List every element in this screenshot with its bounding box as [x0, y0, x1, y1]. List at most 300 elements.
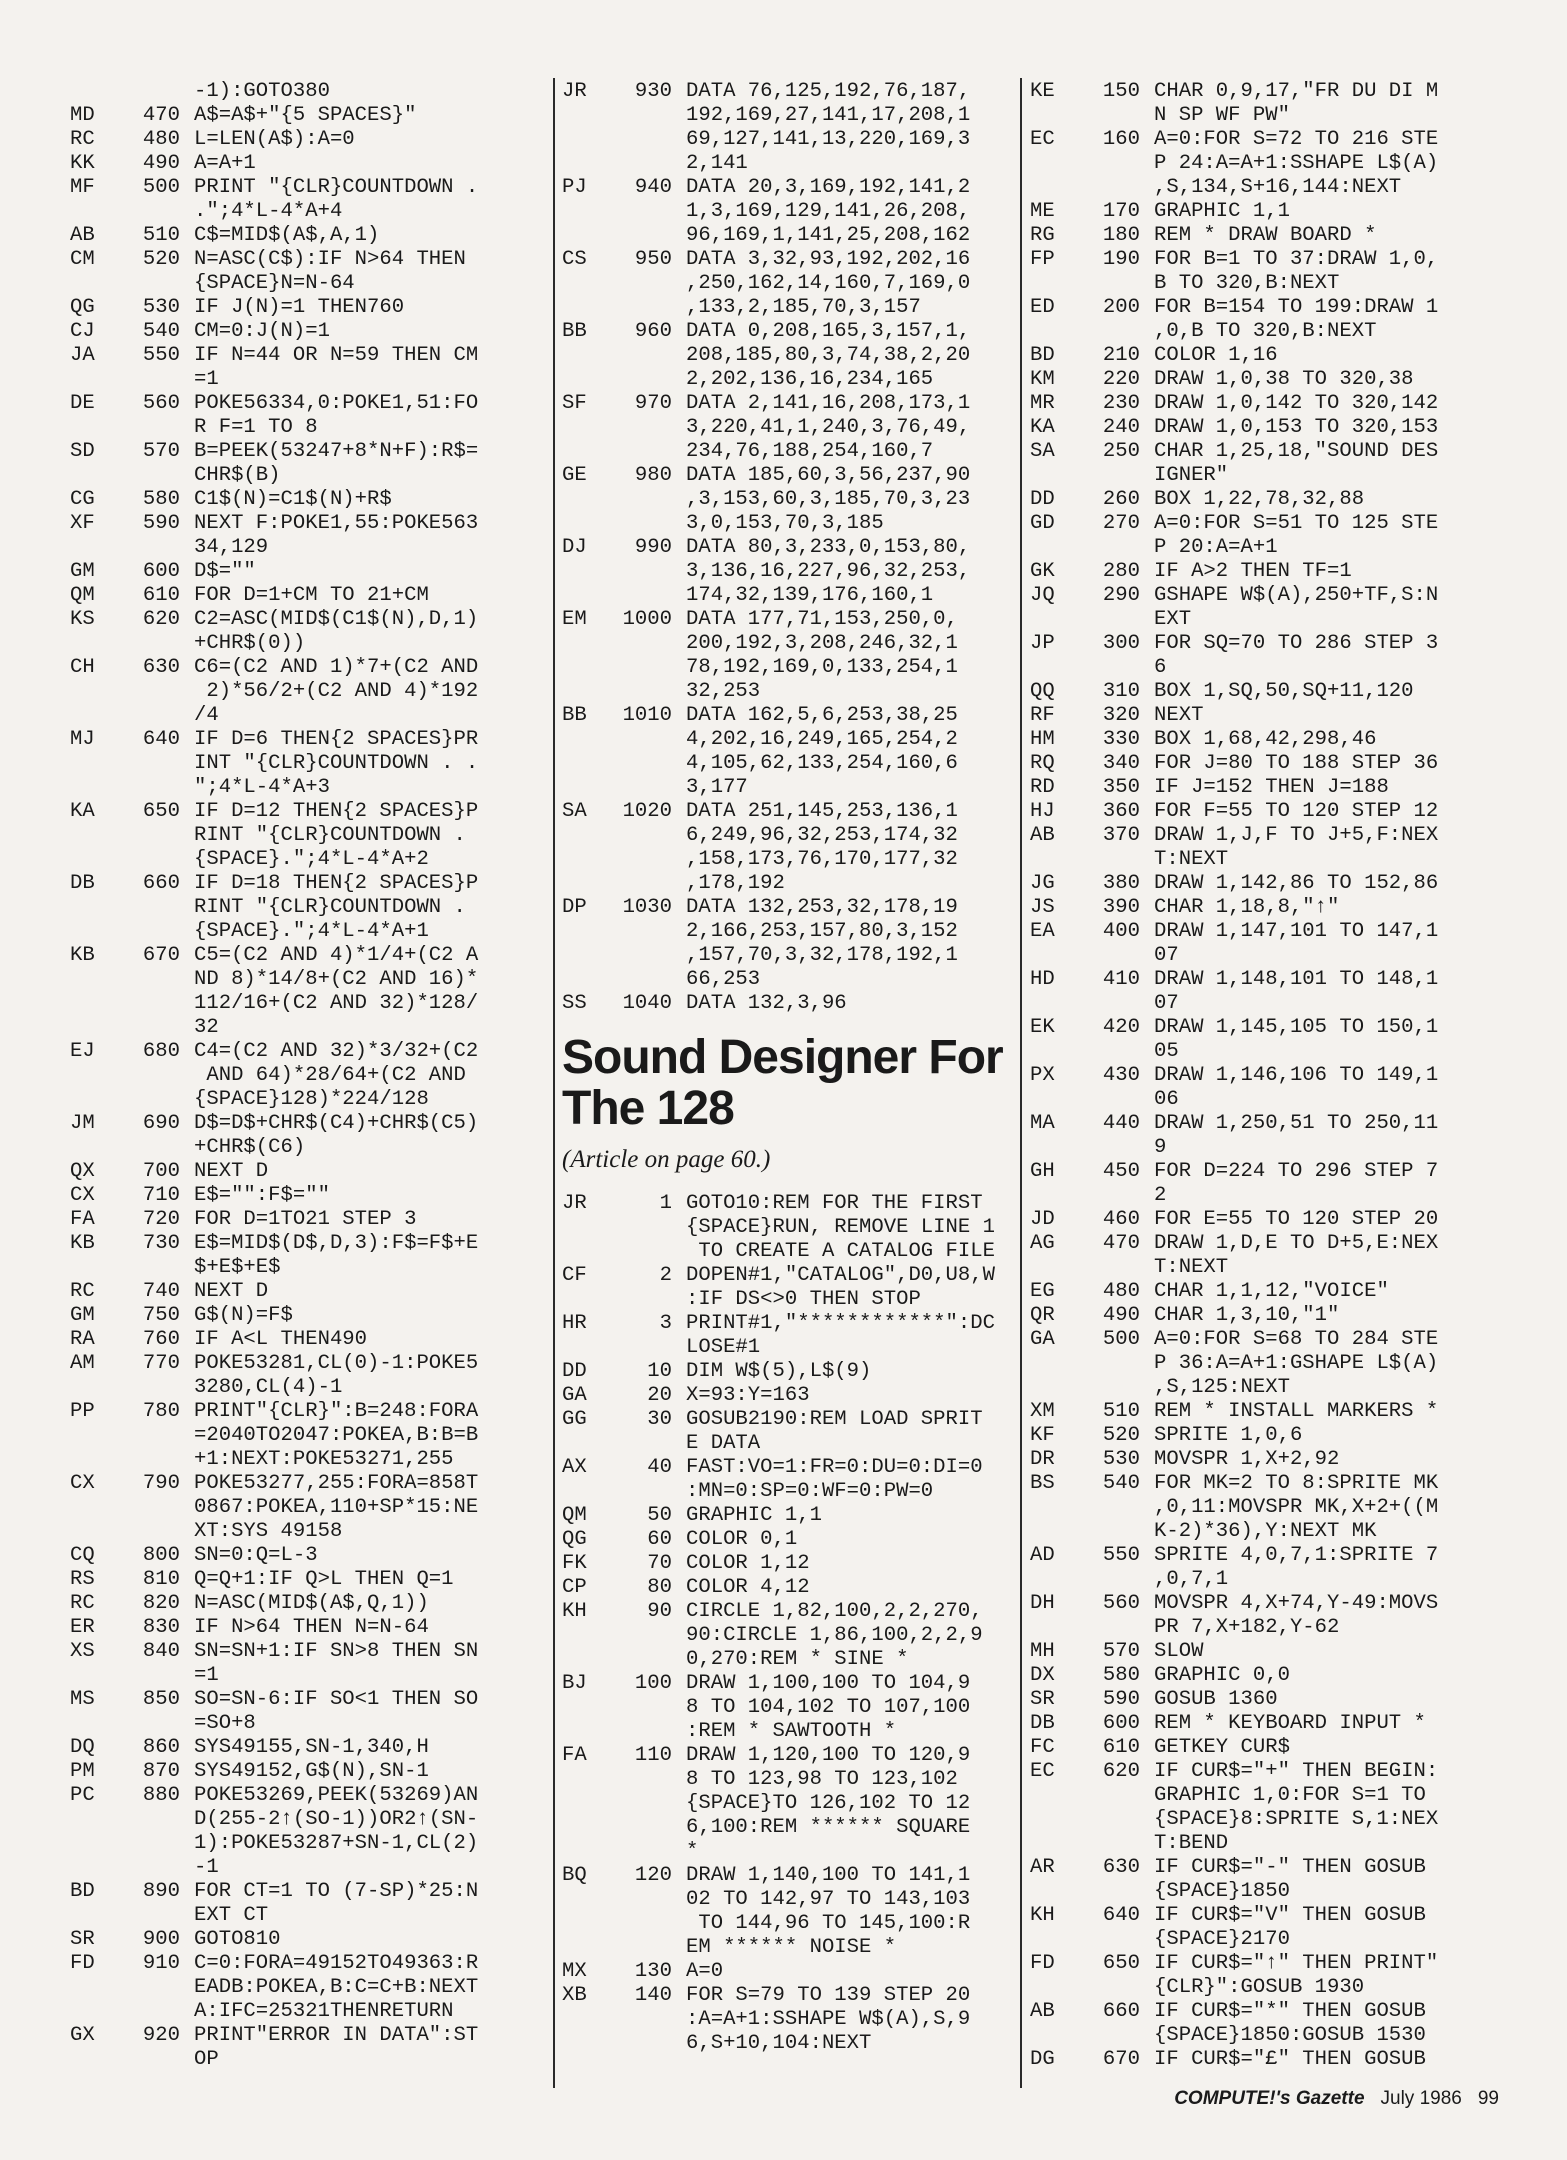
code-text: PRINT"{CLR}":B=248:FORA: [194, 1400, 479, 1423]
line-number: 610: [1102, 1736, 1140, 1759]
code-line: [1030, 1616, 1500, 1640]
line-number: 550: [1102, 1544, 1140, 1567]
line-number: [1074, 1040, 1154, 1064]
code-line: [562, 1696, 1012, 1720]
line-number: [1074, 1256, 1154, 1280]
code-text: IF J=152 THEN J=188: [1154, 776, 1389, 799]
line-number: [606, 632, 686, 656]
checksum: EG: [1030, 1280, 1055, 1303]
code-line: [70, 80, 545, 104]
line-number: 510: [142, 224, 180, 247]
checksum: [1030, 1256, 1074, 1280]
line-number: [1074, 656, 1154, 680]
line-number: 570: [1102, 1640, 1140, 1663]
line-number: 150: [1102, 80, 1140, 103]
code-text: 78,192,169,0,133,254,1: [686, 656, 958, 679]
checksum: [562, 632, 606, 656]
line-number: 410: [1102, 968, 1140, 991]
line-number: [114, 200, 194, 224]
checksum: [1030, 1616, 1074, 1640]
checksum: [1030, 1136, 1074, 1160]
checksum: BD: [1030, 344, 1055, 367]
code-line: [70, 1256, 545, 1280]
code-line: [70, 1376, 545, 1400]
code-line: [70, 512, 545, 536]
code-line: [70, 488, 545, 512]
checksum: [562, 1288, 606, 1312]
code-text: DATA 3,32,93,192,202,16: [686, 248, 971, 271]
code-line: [562, 992, 1012, 1016]
code-line: [70, 1424, 545, 1448]
line-number: [606, 1696, 686, 1720]
line-number: [114, 776, 194, 800]
line-number: [114, 1088, 194, 1112]
checksum: JG: [1030, 872, 1055, 895]
line-number: 920: [142, 2024, 180, 2047]
line-number: 620: [1102, 1760, 1140, 1783]
code-line: [562, 1600, 1012, 1624]
code-line: [70, 752, 545, 776]
code-line: [70, 776, 545, 800]
line-number: 1020: [622, 800, 672, 823]
line-number: [606, 1288, 686, 1312]
code-text: A:IFC=25321THENRETURN: [194, 2000, 454, 2023]
checksum: [1030, 176, 1074, 200]
checksum: HD: [1030, 968, 1055, 991]
code-text: :IF DS<>0 THEN STOP: [686, 1288, 921, 1311]
code-line: [70, 1208, 545, 1232]
code-text: ,S,125:NEXT: [1154, 1376, 1290, 1399]
line-number: [606, 752, 686, 776]
code-line: [1030, 1520, 1500, 1544]
line-number: [606, 1216, 686, 1240]
line-number: 350: [1102, 776, 1140, 799]
code-text: GETKEY CUR$: [1154, 1736, 1290, 1759]
code-text: 3,177: [686, 776, 748, 799]
code-line: [1030, 320, 1500, 344]
code-line: [562, 488, 1012, 512]
code-line: [562, 1312, 1012, 1336]
checksum: CF: [562, 1264, 587, 1287]
code-text: COLOR 1,16: [1154, 344, 1278, 367]
code-text: ,S,134,S+16,144:NEXT: [1154, 176, 1402, 199]
checksum: SA: [1030, 440, 1055, 463]
code-text: 32: [194, 1016, 219, 1039]
line-number: [114, 992, 194, 1016]
checksum: MS: [70, 1688, 95, 1711]
checksum: FA: [562, 1744, 587, 1767]
code-text: DRAW 1,145,105 TO 150,1: [1154, 1016, 1439, 1039]
checksum: [562, 512, 606, 536]
code-text: C4=(C2 AND 32)*3/32+(C2: [194, 1040, 479, 1063]
code-line: [1030, 368, 1500, 392]
checksum: KH: [562, 1600, 587, 1623]
code-text: 6,249,96,32,253,174,32: [686, 824, 958, 847]
code-line: [562, 968, 1012, 992]
line-number: 280: [1102, 560, 1140, 583]
line-number: 780: [142, 1400, 180, 1423]
article-reference: (Article on page 60.): [562, 1146, 771, 1173]
checksum: [1030, 2024, 1074, 2048]
code-text: DATA 132,253,32,178,19: [686, 896, 958, 919]
code-text: 234,76,188,254,160,7: [686, 440, 934, 463]
code-text: FOR E=55 TO 120 STEP 20: [1154, 1208, 1439, 1231]
checksum: GX: [70, 2024, 95, 2047]
line-number: [1074, 1832, 1154, 1856]
code-line: [562, 368, 1012, 392]
listing-column-2: [562, 80, 1012, 2056]
checksum: KA: [1030, 416, 1055, 439]
code-text: {SPACE}TO 126,102 TO 12: [686, 1792, 971, 1815]
checksum: GK: [1030, 560, 1055, 583]
code-text: B=PEEK(53247+8*N+F):R$=: [194, 440, 479, 463]
checksum: AB: [1030, 2000, 1055, 2023]
code-line: [1030, 1280, 1500, 1304]
code-line: [1030, 152, 1500, 176]
checksum: XF: [70, 512, 95, 535]
code-line: [1030, 1496, 1500, 1520]
code-line: [562, 1936, 1012, 1960]
line-number: 1040: [622, 992, 672, 1015]
checksum: CG: [70, 488, 95, 511]
code-text: {SPACE}N=N-64: [194, 272, 355, 295]
code-line: [1030, 1376, 1500, 1400]
code-text: IF CUR$="+" THEN BEGIN:: [1154, 1760, 1439, 1783]
code-text: CHAR 1,18,8,"↑": [1154, 896, 1340, 919]
checksum: [1030, 1880, 1074, 1904]
code-text: C2=ASC(MID$(C1$(N),D,1): [194, 608, 479, 631]
line-number: [606, 416, 686, 440]
code-text: IF CUR$="£" THEN GOSUB: [1154, 2048, 1426, 2071]
code-text: +1:NEXT:POKE53271,255: [194, 1448, 454, 1471]
line-number: [1074, 1568, 1154, 1592]
line-number: [606, 104, 686, 128]
code-text: E DATA: [686, 1432, 761, 1455]
checksum: RC: [70, 1592, 95, 1615]
line-number: 70: [647, 1552, 672, 1575]
code-text: Q=Q+1:IF Q>L THEN Q=1: [194, 1568, 454, 1591]
line-number: 380: [1102, 872, 1140, 895]
code-line: [70, 560, 545, 584]
code-line: [70, 800, 545, 824]
code-line: [562, 1576, 1012, 1600]
line-number: 1: [659, 1192, 672, 1215]
code-line: [562, 1744, 1012, 1768]
code-line: [562, 920, 1012, 944]
checksum: [1030, 1832, 1074, 1856]
code-text: 69,127,141,13,220,169,3: [686, 128, 971, 151]
line-number: [1074, 2024, 1154, 2048]
checksum: RD: [1030, 776, 1055, 799]
code-text: {SPACE}RUN, REMOVE LINE 1: [686, 1216, 995, 1239]
code-line: [1030, 1736, 1500, 1760]
line-number: 720: [142, 1208, 180, 1231]
code-text: FOR CT=1 TO (7-SP)*25:N: [194, 1880, 479, 1903]
code-line: [70, 176, 545, 200]
checksum: [1030, 944, 1074, 968]
code-line: [1030, 1688, 1500, 1712]
code-line: [70, 992, 545, 1016]
checksum: CP: [562, 1576, 587, 1599]
line-number: 10: [647, 1360, 672, 1383]
code-text: DRAW 1,120,100 TO 120,9: [686, 1744, 971, 1767]
code-line: [562, 1552, 1012, 1576]
checksum: [562, 2008, 606, 2032]
code-line: [70, 416, 545, 440]
checksum: [70, 1904, 114, 1928]
line-number: [114, 368, 194, 392]
line-number: 710: [142, 1184, 180, 1207]
line-number: [1074, 152, 1154, 176]
code-text: P 36:A=A+1:GSHAPE L$(A): [1154, 1352, 1439, 1375]
code-text: GOTO10:REM FOR THE FIRST: [686, 1192, 983, 1215]
code-text: POKE56334,0:POKE1,51:FO: [194, 392, 479, 415]
code-line: [1030, 224, 1500, 248]
checksum: [562, 416, 606, 440]
code-text: FOR B=154 TO 199:DRAW 1: [1154, 296, 1439, 319]
line-number: 740: [142, 1280, 180, 1303]
line-number: 480: [1102, 1280, 1140, 1303]
code-line: [70, 704, 545, 728]
line-number: 880: [142, 1784, 180, 1807]
code-text: {SPACE}1850:GOSUB 1530: [1154, 2024, 1426, 2047]
line-number: 50: [647, 1504, 672, 1527]
code-text: ,0,B TO 320,B:NEXT: [1154, 320, 1377, 343]
checksum: [562, 344, 606, 368]
code-line: [1030, 80, 1500, 104]
checksum: [562, 1624, 606, 1648]
checksum: QM: [562, 1504, 587, 1527]
code-text: ,158,173,76,170,177,32: [686, 848, 958, 871]
code-text: CHAR 0,9,17,"FR DU DI M: [1154, 80, 1439, 103]
line-number: [606, 680, 686, 704]
checksum: [562, 224, 606, 248]
code-line: [562, 1648, 1012, 1672]
code-line: [70, 1136, 545, 1160]
checksum: XM: [1030, 1400, 1055, 1423]
code-text: XT:SYS 49158: [194, 1520, 343, 1543]
checksum: JR: [562, 80, 587, 103]
code-line: [562, 1240, 1012, 1264]
code-text: 07: [1154, 992, 1179, 1015]
checksum: JR: [562, 1192, 587, 1215]
line-number: 860: [142, 1736, 180, 1759]
checksum: [70, 1496, 114, 1520]
code-line: [562, 464, 1012, 488]
code-text: REM * INSTALL MARKERS *: [1154, 1400, 1439, 1423]
code-text: 192,169,27,141,17,208,1: [686, 104, 971, 127]
line-number: [114, 1256, 194, 1280]
code-text: SO=SN-6:IF SO<1 THEN SO: [194, 1688, 479, 1711]
code-line: [70, 2048, 545, 2072]
code-text: DRAW 1,146,106 TO 149,1: [1154, 1064, 1439, 1087]
line-number: [1074, 1520, 1154, 1544]
code-text: +CHR$(C6): [194, 1136, 306, 1159]
code-text: FOR S=79 TO 139 STEP 20: [686, 1984, 971, 2007]
code-text: DRAW 1,100,100 TO 104,9: [686, 1672, 971, 1695]
code-text: CHR$(B): [194, 464, 281, 487]
code-text: NEXT: [1154, 704, 1204, 727]
code-text: X=93:Y=163: [686, 1384, 810, 1407]
code-line: [562, 680, 1012, 704]
checksum: MD: [70, 104, 95, 127]
code-text: A=0:FOR S=68 TO 284 STE: [1154, 1328, 1439, 1351]
line-number: 210: [1102, 344, 1140, 367]
listing-column-2-data-block: [562, 80, 1012, 1016]
checksum: [70, 1664, 114, 1688]
code-text: P 24:A=A+1:SSHAPE L$(A): [1154, 152, 1439, 175]
code-text: 6,S+10,104:NEXT: [686, 2032, 872, 2055]
code-line: [562, 1984, 1012, 2008]
checksum: [70, 1832, 114, 1856]
code-text: T:NEXT: [1154, 848, 1229, 871]
checksum: DQ: [70, 1736, 95, 1759]
line-number: 200: [1102, 296, 1140, 319]
code-line: [1030, 1040, 1500, 1064]
code-line: [70, 1904, 545, 1928]
checksum: [70, 848, 114, 872]
code-text: 0867:POKEA,110+SP*15:NE: [194, 1496, 479, 1519]
checksum: [1030, 464, 1074, 488]
code-line: [70, 1088, 545, 1112]
code-text: G$(N)=F$: [194, 1304, 293, 1327]
checksum: RC: [70, 128, 95, 151]
checksum: AG: [1030, 1232, 1055, 1255]
line-number: 240: [1102, 416, 1140, 439]
code-line: [562, 1840, 1012, 1864]
line-number: [114, 1712, 194, 1736]
code-line: [1030, 848, 1500, 872]
code-line: [70, 1952, 545, 1976]
code-line: [562, 560, 1012, 584]
code-line: [1030, 1472, 1500, 1496]
code-text: FOR D=224 TO 296 STEP 7: [1154, 1160, 1439, 1183]
code-line: [1030, 1664, 1500, 1688]
line-number: 820: [142, 1592, 180, 1615]
code-text: DATA 185,60,3,56,237,90: [686, 464, 971, 487]
line-number: 580: [1102, 1664, 1140, 1687]
code-line: [562, 176, 1012, 200]
code-line: [70, 1736, 545, 1760]
code-line: [70, 1688, 545, 1712]
line-number: [1074, 1976, 1154, 2000]
code-line: [1030, 1016, 1500, 1040]
line-number: [606, 584, 686, 608]
code-text: :MN=0:SP=0:WF=0:PW=0: [686, 1480, 934, 1503]
checksum: [1030, 1496, 1074, 1520]
line-number: 400: [1102, 920, 1140, 943]
code-text: FOR F=55 TO 120 STEP 12: [1154, 800, 1439, 823]
code-text: SYS49155,SN-1,340,H: [194, 1736, 429, 1759]
checksum: KB: [70, 944, 95, 967]
code-line: [1030, 1568, 1500, 1592]
code-line: [70, 1496, 545, 1520]
line-number: 900: [142, 1928, 180, 1951]
code-line: [70, 824, 545, 848]
checksum: [562, 272, 606, 296]
line-number: 120: [634, 1864, 672, 1887]
code-text: IF CUR$="↑" THEN PRINT": [1154, 1952, 1439, 1975]
code-text: CHAR 1,3,10,"1": [1154, 1304, 1340, 1327]
code-line: [1030, 896, 1500, 920]
checksum: KB: [70, 1232, 95, 1255]
code-text: 96,169,1,141,25,208,162: [686, 224, 971, 247]
line-number: [606, 1720, 686, 1744]
line-number: [114, 416, 194, 440]
checksum: [562, 128, 606, 152]
code-line: [70, 632, 545, 656]
code-line: [70, 1232, 545, 1256]
code-line: [562, 824, 1012, 848]
checksum: [70, 680, 114, 704]
code-text: 2,141: [686, 152, 748, 175]
code-line: [70, 392, 545, 416]
code-line: [562, 320, 1012, 344]
code-text: INT "{CLR}COUNTDOWN . .: [194, 752, 479, 775]
line-number: 870: [142, 1760, 180, 1783]
code-text: 90:CIRCLE 1,86,100,2,2,9: [686, 1624, 983, 1647]
checksum: DR: [1030, 1448, 1055, 1471]
code-text: FOR MK=2 TO 8:SPRITE MK: [1154, 1472, 1439, 1495]
code-line: [70, 200, 545, 224]
code-text: OP: [194, 2048, 219, 2071]
checksum: RC: [70, 1280, 95, 1303]
checksum: [562, 872, 606, 896]
checksum: [562, 1480, 606, 1504]
line-number: [1074, 1136, 1154, 1160]
checksum: SD: [70, 440, 95, 463]
code-text: RINT "{CLR}COUNTDOWN .: [194, 896, 466, 919]
code-text: DATA 251,145,253,136,1: [686, 800, 958, 823]
line-number: [606, 920, 686, 944]
line-number: [606, 440, 686, 464]
line-number: [1074, 464, 1154, 488]
checksum: RQ: [1030, 752, 1055, 775]
checksum: JQ: [1030, 584, 1055, 607]
checksum: AX: [562, 1456, 587, 1479]
checksum: [562, 968, 606, 992]
code-line: [70, 2000, 545, 2024]
checksum: GE: [562, 464, 587, 487]
checksum: SF: [562, 392, 587, 415]
line-number: [606, 128, 686, 152]
checksum: [562, 1240, 606, 1264]
checksum: [1030, 1784, 1074, 1808]
code-line: [70, 1616, 545, 1640]
code-line: [1030, 680, 1500, 704]
line-number: 590: [1102, 1688, 1140, 1711]
checksum: [562, 1336, 606, 1360]
code-line: [70, 1592, 545, 1616]
code-line: [70, 104, 545, 128]
line-number: [1074, 1880, 1154, 1904]
column-rule-left: [553, 78, 555, 2088]
checksum: AB: [70, 224, 95, 247]
checksum: [70, 1520, 114, 1544]
code-line: [1030, 344, 1500, 368]
code-line: [1030, 1088, 1500, 1112]
line-number: 890: [142, 1880, 180, 1903]
code-text: FOR J=80 TO 188 STEP 36: [1154, 752, 1439, 775]
checksum: [70, 1712, 114, 1736]
code-text: DRAW 1,D,E TO D+5,E:NEX: [1154, 1232, 1439, 1255]
checksum: [1030, 1040, 1074, 1064]
code-line: [70, 296, 545, 320]
checksum: CX: [70, 1472, 95, 1495]
line-number: 500: [1102, 1328, 1140, 1351]
code-line: [70, 1064, 545, 1088]
code-text: TO 144,96 TO 145,100:R: [686, 1912, 971, 1935]
